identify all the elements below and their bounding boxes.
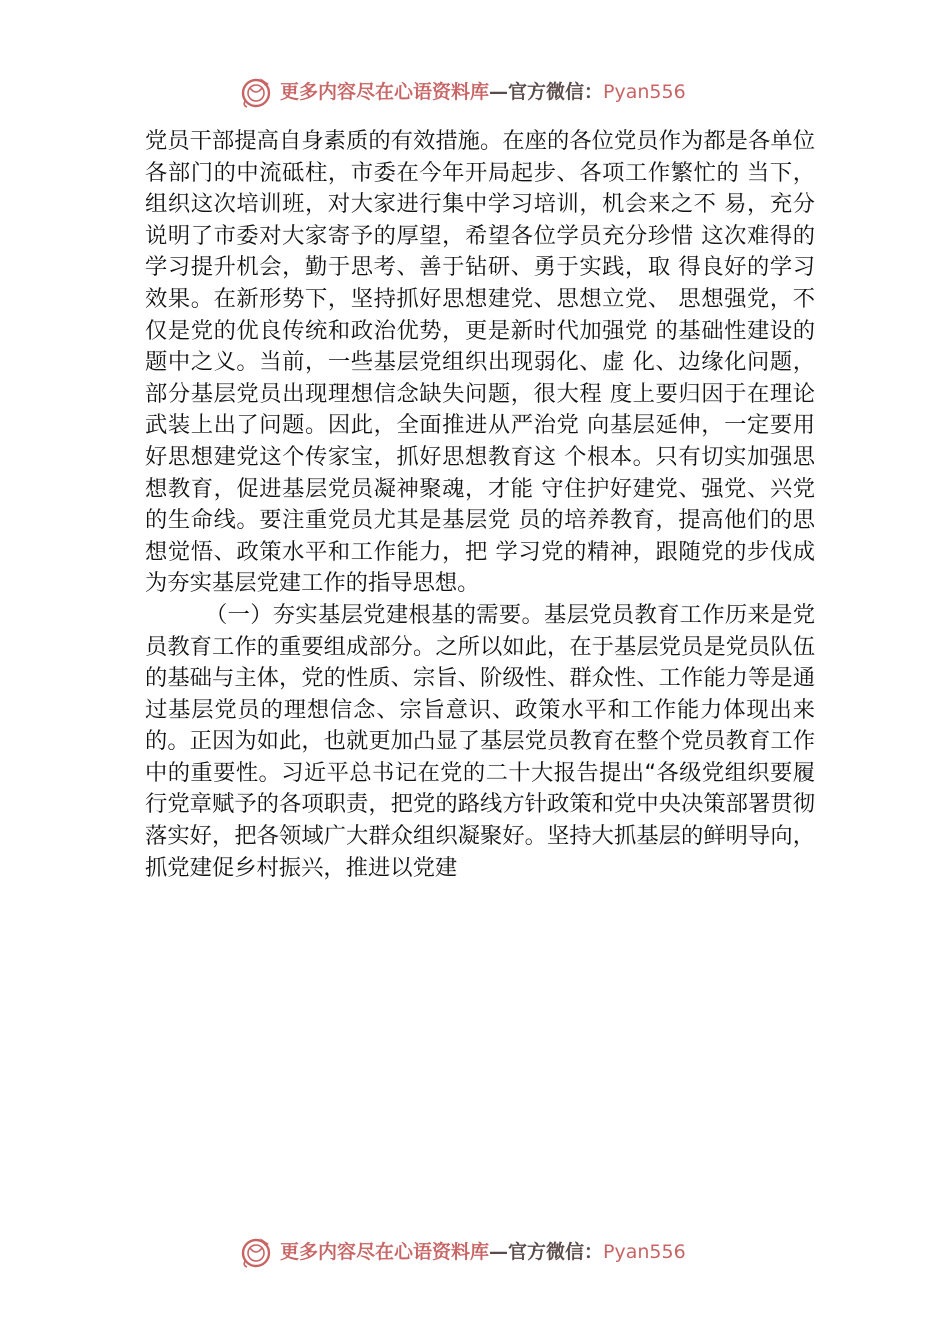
banner-text [280, 1238, 686, 1266]
seal-logo-icon [238, 1234, 274, 1270]
banner-title: 更多内容尽在心语资料库 [280, 81, 490, 103]
paragraph: 党员干部提高自身素质的有效措施。在座的各位党员作为都是各单位各部门的中流砥柱，市委在今年开局起步、各项工作繁忙的 当下，组织这次培训班，对大家进行集中学习培训，机会来之不 易，充分说明了市委对大家寄予的厚望，希望各位学员充分珍惜 这次难得的学习提升机会，勤于思考、善于钻研、勇于实践，取 得良好的学习效果。在新形势下，坚持抓好思想建党、思想立党、 思想强党，不仅是党的优良传统和政治优势，更是新时代加强党 的基础性建设的题中之义。当前，一些基层党组织出现弱化、虚 化、边缘化问题，部分基层党员出现理想信念缺失问题，很大程 度上要归因于在理论武装上出了问题。因此，全面推进从严治党 向基层延伸，一定要用好思想建党这个传家宝，抓好思想教育这 个根本。只有切实加强思想教育，促进基层党员凝神聚魂，才能 守住护好建党、强党、兴党的生命线。要注重党员尤其是基层党 员的培养教育，提高他们的思想觉悟、政策水平和工作能力，把 学习党的精神，跟随党的步伐成为夯实基层党建工作的指导思想。 [145, 128, 815, 597]
banner-subtitle: 官方微信： [508, 1241, 604, 1263]
banner-dash: — [489, 1241, 509, 1263]
footer-banner [0, 1232, 950, 1272]
banner-text [280, 78, 686, 106]
banner-dash: — [489, 81, 509, 103]
banner-subtitle: 官方微信： [508, 81, 604, 103]
seal-logo-icon [238, 74, 274, 110]
paragraph: （一）夯实基层党建根基的需要。基层党员教育工作历来是党员教育工作的重要组成部分。之所以如此，在于基层党员是党员队伍的基础与主体，党的性质、宗旨、阶级性、群众性、工作能力等是通过基层党员的理想信念、宗旨意识、政策水平和工作能力体现出来的。正因为如此，也就更加凸显了基层党员教育在整个党员教育工作中的重要性。习近平总书记在党的二十大报告提出“各级党组织要履行党章赋予的各项职责，把党的路线方针政策和党中央决策部署贯彻落实好，把各领域广大群众组织凝聚好。坚持大抓基层的鲜明导向，抓党建促乡村振兴，推进以党建 [145, 601, 815, 881]
header-banner [0, 72, 950, 112]
banner-wechat-id: Pyan556 [603, 81, 686, 103]
banner-wechat-id: Pyan556 [603, 1241, 686, 1263]
banner-title: 更多内容尽在心语资料库 [280, 1241, 490, 1263]
document-body [145, 126, 815, 884]
